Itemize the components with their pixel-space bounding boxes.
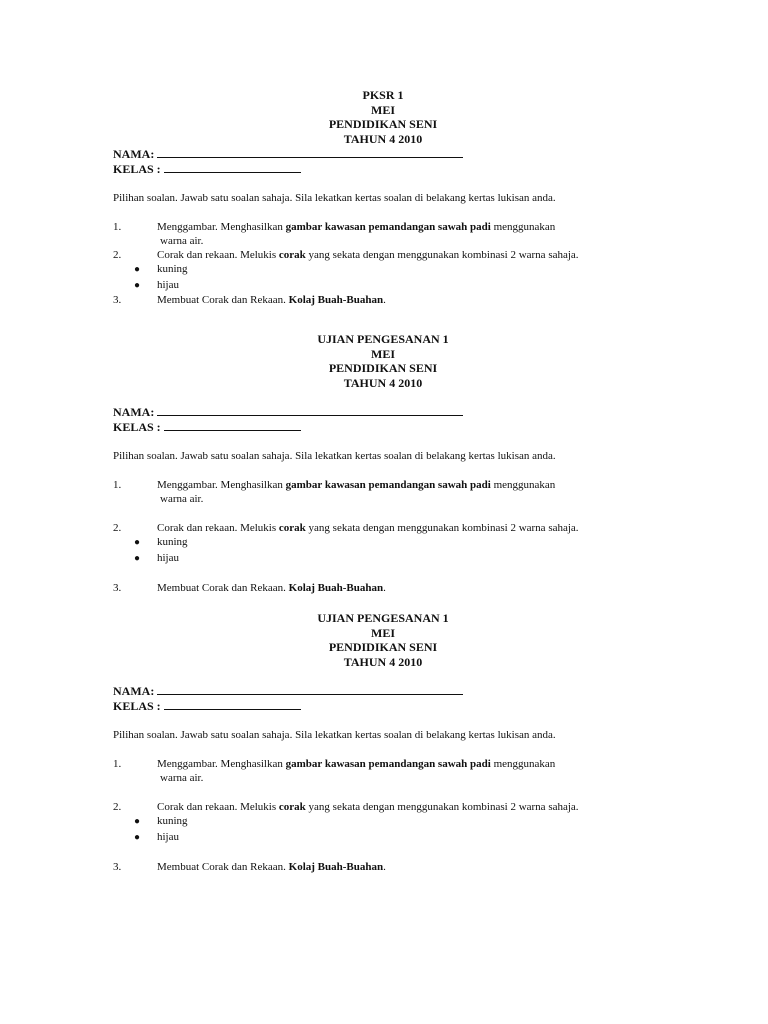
nama-field (113, 404, 673, 419)
question-2 (113, 521, 673, 535)
question-number: 3. (113, 861, 122, 873)
question-number: 2. (113, 522, 122, 534)
question-number: 1. (113, 221, 122, 233)
question-text: menggunakan (490, 221, 556, 233)
heading-line: PENDIDIKAN SENI (328, 361, 438, 375)
bullet-item (113, 535, 673, 551)
nama-field (113, 146, 673, 161)
bullet-text: hijau (157, 551, 179, 564)
instruction-text: Pilihan soalan. Jawab satu soalan sahaja. Sila lekatkan kertas soalan di belakang kertas lukisan anda. (113, 450, 556, 462)
heading-line: UJIAN PENGESANAN 1 (317, 611, 449, 625)
question-number: 1. (113, 479, 122, 491)
question-text: yang sekata dengan menggunakan kombinasi 2 warna sahaja. (305, 522, 579, 534)
kelas-field (113, 161, 673, 176)
heading-line: PENDIDIKAN SENI (328, 640, 438, 654)
question-number: 3. (113, 582, 122, 594)
question-bold-text: Kolaj Buah-Buahan (288, 582, 384, 594)
bullet-icon: ● (134, 264, 141, 275)
nama-label: NAMA: (113, 684, 155, 698)
bullet-item (113, 262, 673, 278)
nama-blank-line[interactable] (157, 683, 463, 695)
question-text: Menggambar. Menghasilkan (157, 758, 286, 770)
question-text: . (383, 582, 386, 594)
exam-section-ujian-1 (113, 332, 673, 595)
question-text: Corak dan rekaan. Melukis (157, 801, 279, 813)
question-text: Corak dan rekaan. Melukis (157, 249, 279, 261)
instruction-text: Pilihan soalan. Jawab satu soalan sahaja. Sila lekatkan kertas soalan di belakang kertas lukisan anda. (113, 729, 556, 741)
question-text: yang sekata dengan menggunakan kombinasi 2 warna sahaja. (305, 801, 579, 813)
question-3 (113, 293, 673, 307)
section-heading (113, 88, 653, 146)
heading-line: TAHUN 4 2010 (343, 375, 423, 390)
section-heading (113, 332, 653, 390)
bullet-text: hijau (157, 830, 179, 843)
nama-field (113, 683, 673, 698)
nama-label: NAMA: (113, 147, 155, 161)
question-text-line2: warna air. (160, 493, 204, 505)
exam-section-ujian-2 (113, 611, 673, 874)
question-text: menggunakan (490, 479, 556, 491)
question-text: . (383, 861, 386, 873)
kelas-blank-line[interactable] (164, 419, 301, 431)
question-bold-text: corak (278, 249, 306, 261)
heading-line: TAHUN 4 2010 (343, 654, 423, 669)
question-text: . (383, 294, 386, 306)
question-text: Corak dan rekaan. Melukis (157, 522, 279, 534)
bullet-item (113, 814, 673, 830)
question-bold-text: gambar kawasan pemandangan sawah padi (285, 758, 491, 770)
question-number: 2. (113, 249, 122, 261)
kelas-label: KELAS : (113, 420, 161, 434)
bullet-icon: ● (134, 552, 141, 564)
question-2 (113, 248, 673, 262)
kelas-label: KELAS : (113, 699, 161, 713)
question-text: Membuat Corak dan Rekaan. (157, 294, 289, 306)
bullet-item (113, 830, 673, 846)
kelas-blank-line[interactable] (164, 698, 301, 710)
question-number: 3. (113, 294, 122, 306)
question-text-line2: warna air. (160, 235, 204, 247)
question-bold-text: Kolaj Buah-Buahan (288, 294, 384, 306)
bullet-icon: ● (134, 831, 141, 843)
question-1 (113, 478, 673, 506)
heading-line: MEI (371, 346, 395, 361)
question-1 (113, 757, 673, 785)
instruction-text: Pilihan soalan. Jawab satu soalan sahaja. Sila lekatkan kertas soalan di belakang kertas lukisan anda. (113, 192, 556, 204)
question-1 (113, 220, 673, 248)
bullet-text: hijau (157, 278, 179, 291)
bullet-text: kuning (157, 536, 188, 548)
section-heading (113, 611, 653, 669)
nama-blank-line[interactable] (157, 404, 463, 416)
question-text: Membuat Corak dan Rekaan. (157, 861, 289, 873)
bullet-icon: ● (134, 537, 141, 548)
heading-line: TAHUN 4 2010 (343, 131, 423, 146)
question-number: 2. (113, 801, 122, 813)
question-text: Membuat Corak dan Rekaan. (157, 582, 289, 594)
question-bold-text: gambar kawasan pemandangan sawah padi (285, 221, 491, 233)
question-bold-text: gambar kawasan pemandangan sawah padi (285, 479, 491, 491)
bullet-item (113, 551, 673, 567)
question-3 (113, 581, 673, 595)
exam-section-pksr (113, 88, 673, 307)
kelas-field (113, 698, 673, 713)
nama-label: NAMA: (113, 405, 155, 419)
question-text: yang sekata dengan menggunakan kombinasi 2 warna sahaja. (305, 249, 579, 261)
heading-line: PENDIDIKAN SENI (328, 117, 438, 131)
kelas-blank-line[interactable] (164, 161, 301, 173)
heading-line: PKSR 1 (362, 88, 404, 102)
bullet-item (113, 278, 673, 294)
heading-line: MEI (371, 625, 395, 640)
bullet-text: kuning (157, 263, 188, 275)
question-text: Menggambar. Menghasilkan (157, 479, 286, 491)
question-bold-text: corak (278, 801, 306, 813)
question-bold-text: Kolaj Buah-Buahan (288, 861, 384, 873)
kelas-field (113, 419, 673, 434)
question-text-line2: warna air. (160, 772, 204, 784)
question-text: Menggambar. Menghasilkan (157, 221, 286, 233)
heading-line: UJIAN PENGESANAN 1 (317, 332, 449, 346)
question-text: menggunakan (490, 758, 556, 770)
bullet-icon: ● (134, 279, 141, 291)
bullet-text: kuning (157, 815, 188, 827)
question-bold-text: corak (278, 522, 306, 534)
question-number: 1. (113, 758, 122, 770)
nama-blank-line[interactable] (157, 146, 463, 158)
question-3 (113, 860, 673, 874)
heading-line: MEI (371, 102, 395, 117)
question-2 (113, 800, 673, 814)
kelas-label: KELAS : (113, 162, 161, 176)
bullet-icon: ● (134, 816, 141, 827)
